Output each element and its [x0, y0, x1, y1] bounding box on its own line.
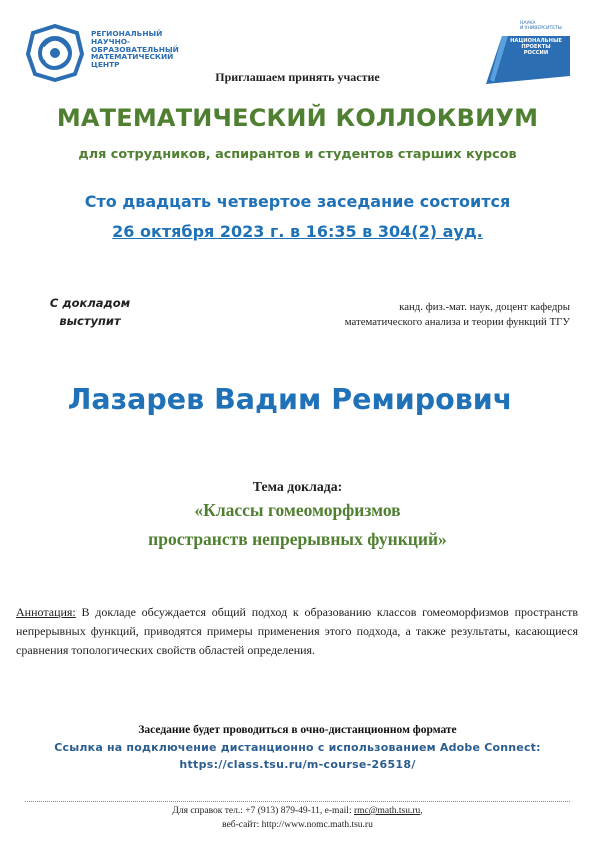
topic-label: Тема доклада: [252, 479, 343, 494]
page-title: МАТЕМАТИЧЕСКИЙ КОЛЛОКВИУМ [56, 104, 539, 132]
org-name [91, 30, 179, 69]
speaker-affiliation [230, 300, 570, 330]
org-name-line: ОБРАЗОВАТЕЛЬНЫЙ [91, 44, 179, 54]
abstract-label: Аннотация: [16, 605, 76, 619]
footer-website[interactable]: веб-сайт: http://www.nomc.math.tsu.ru [222, 820, 373, 830]
footer-email-suffix: , [420, 806, 423, 816]
np-small-line: НАУКА [520, 21, 536, 26]
connect-link-label: Ссылка на подключение дистанционно с использованием Adobe Connect: [54, 741, 541, 754]
footer-divider [25, 801, 570, 802]
audience-subtitle: для сотрудников, аспирантов и студентов старших курсов [78, 147, 517, 162]
affiliation-line: математического анализа и теории функций ТГУ [344, 316, 570, 328]
speaker-label [40, 294, 140, 330]
np-main-label [505, 38, 567, 56]
footer-email-link[interactable]: rmc@math.tsu.ru [353, 806, 421, 816]
org-name-line: НАУЧНО- [91, 36, 131, 46]
abstract-text: В докладе обсуждается общий подход к образованию классов гомеоморфизмов пространств непрерывных функций, приводятся примеры применения этого подхода, а также результаты, касающиеся сравнения топологических свойств областей определения. [16, 605, 578, 657]
invite-text: Приглашаем принять участие [215, 70, 380, 84]
np-main-line: НАЦИОНАЛЬНЫЕ [510, 38, 562, 44]
topic-title-line: «Классы гомеоморфизмов [194, 500, 401, 520]
org-name-line: ЦЕНТР [91, 60, 120, 70]
abstract [16, 603, 578, 660]
footer-contacts [0, 806, 595, 816]
np-small-label [520, 21, 570, 31]
org-name-line: МАТЕМАТИЧЕСКИЙ [91, 52, 174, 62]
connect-link[interactable]: https://class.tsu.ru/m-course-26518/ [179, 758, 416, 771]
org-name-line: РЕГИОНАЛЬНЫЙ [91, 29, 163, 38]
speaker-label-line: С докладом [49, 296, 131, 310]
np-main-line: ПРОЕКТЫ [521, 44, 551, 50]
topic-title-line: пространств непрерывных функций» [148, 529, 447, 549]
meeting-datetime: 26 октября 2023 г. в 16:35 в 304(2) ауд. [112, 222, 483, 241]
affiliation-line: канд. физ.-мат. наук, доцент кафедры [399, 301, 570, 313]
footer-phone: Для справок тел.: +7 (913) 879-49-11, e-mail: [172, 806, 354, 816]
speaker-name-text: Лазарев Вадим Ремирович [67, 383, 513, 416]
format-note: Заседание будет проводиться в очно-дистанционном формате [138, 724, 457, 736]
speaker-label-line: выступит [59, 314, 121, 328]
np-small-line: И УНИВЕРСИТЕТЫ [520, 26, 562, 31]
speaker-name [0, 383, 595, 416]
meeting-announcement: Сто двадцать четвертое заседание состоится [84, 192, 511, 211]
np-main-line: РОССИИ [523, 50, 549, 56]
